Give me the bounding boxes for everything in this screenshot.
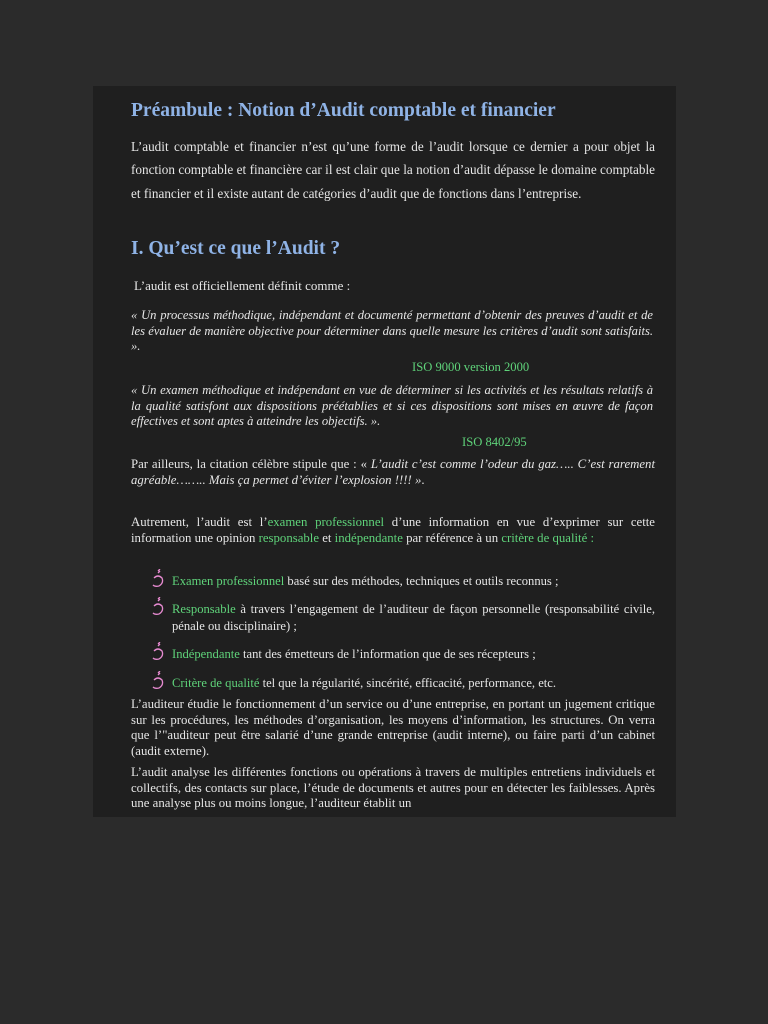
citation-quote: L’audit c’est comme l’odeur du gaz….. C’est rarement agréable…….. Mais ça permet d’éviter l’explosion !!!! »	[131, 457, 655, 487]
section-title: I. Qu’est ce que l’Audit ?	[131, 238, 341, 259]
highlight-critere: critère de qualité :	[501, 530, 595, 545]
text-run: d’une information en vue d’exprimer sur cette information une opinion	[131, 515, 655, 545]
ornate-bullet-icon	[151, 671, 167, 691]
highlight-independante: indépendante	[334, 530, 403, 545]
bullet-text: tel que la régularité, sincérité, efficacité, performance, etc.	[259, 676, 557, 690]
text-run: et	[319, 530, 335, 545]
text-run: par référence à un	[402, 530, 502, 545]
quote-iso8402: « Un examen méthodique et indépendant en vue de déterminer si les activités et les résultats relatifs à la qualité satisfont aux dispositions préétablies et si ces dispositions sont mises en œuvre de façon effectives et sont aptes à atteindre les objectifs. ».	[131, 383, 653, 428]
bullet-term: Indépendante	[172, 647, 240, 661]
ornate-bullet-icon	[151, 569, 167, 589]
definition-intro: L’audit est officiellement définit comme :	[134, 278, 351, 293]
source-iso9000: ISO 9000 version 2000	[412, 360, 530, 374]
highlight-examen: examen professionnel	[267, 515, 385, 529]
bullet-term: Examen professionnel	[172, 574, 285, 588]
bullet-text: à travers l’engagement de l’auditeur de façon personnelle (responsabilité civile, pénale ou disciplinaire) ;	[172, 602, 655, 633]
ornate-bullet-icon	[151, 642, 167, 662]
document-page	[93, 86, 676, 817]
auditeur-paragraph: L’auditeur étudie le fonctionnement d’un service ou d’une entreprise, en portant un jugement critique sur les procédures, les méthodes d’organisation, les moyens d’information, les structures. On verra que l’"auditeur peut être salarié d’une grande entreprise (audit interne), ou faire parti d’un cabinet (audit externe).	[131, 697, 655, 759]
definition-paragraph	[131, 515, 655, 546]
preamble-title: Préambule : Notion d’Audit comptable et financier	[131, 100, 556, 121]
analyse-paragraph: L’audit analyse les différentes fonctions ou opérations à travers de multiples entretiens individuels et collectifs, des contacts sur place, l’étude de documents et autres pour en détecter les faiblesses. Après une analyse plus ou moins longue, l’auditeur établit un	[131, 765, 655, 811]
quote-iso9000: « Un processus méthodique, indépendant et documenté permettant d’obtenir des preuves d’audit et de les évaluer de manière objective pour déterminer dans quelle mesure les critères d’audit sont satisfaits. ».	[131, 308, 653, 353]
citation-end: .	[421, 472, 425, 487]
intro-paragraph: L’audit comptable et financier n’est qu’une forme de l’audit lorsque ce dernier a pour objet la fonction comptable et financière car il est clair que la notion d’audit dépasse le domaine comptable et financier et il existe autant de catégories d’audit que de fonctions dans l’entreprise.	[131, 139, 655, 201]
bullet-text: basé sur des méthodes, techniques et outils reconnus ;	[284, 574, 559, 588]
source-iso8402: ISO 8402/95	[462, 435, 527, 449]
citation-lead: Par ailleurs, la citation célèbre stipule que : «	[131, 457, 371, 471]
bullet-term: Responsable	[172, 602, 236, 616]
bullet-term: Critère de qualité	[172, 676, 260, 690]
bullet-item	[151, 675, 655, 692]
text-run: Autrement, l’audit est l’	[131, 515, 268, 529]
bullet-item	[151, 646, 655, 663]
bullet-item	[151, 573, 655, 590]
citation-paragraph	[131, 457, 655, 488]
bullet-item	[151, 601, 655, 634]
bullet-text: tant des émetteurs de l’information que de ses récepteurs ;	[239, 647, 536, 661]
highlight-responsable: responsable	[258, 530, 320, 545]
ornate-bullet-icon	[151, 597, 167, 617]
